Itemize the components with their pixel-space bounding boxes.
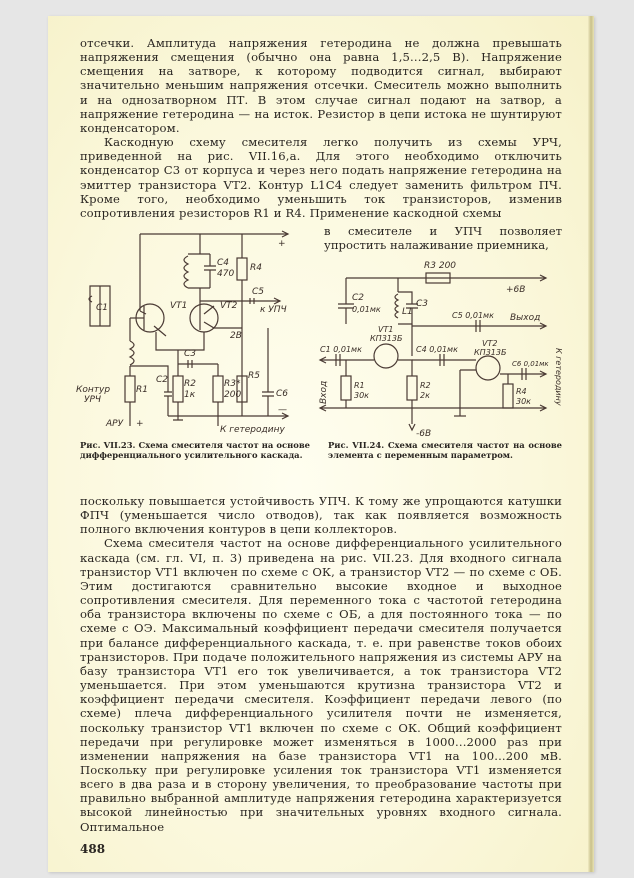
fig23-c1: C1	[96, 303, 109, 313]
fig23-aru-plus: +	[136, 419, 144, 429]
fig23-r2: R2	[184, 379, 196, 389]
fig24-r2: R2	[420, 381, 431, 390]
fig24-plus6v: +6В	[506, 285, 526, 295]
fig24-vt1: VT1	[378, 325, 394, 334]
text-block-top	[80, 36, 562, 220]
fig24-r4-value: 30к	[516, 397, 532, 406]
paragraph: поскольку повышается устойчивость УПЧ. К тому же упрощаются катушки ФПЧ (уменьшается число отводов), так как появляется возможность полного включения контуров в цепи коллекторов.	[80, 494, 562, 537]
fig24-c6: C6 0,01мк	[512, 360, 549, 368]
fig23-plus: +	[278, 239, 286, 249]
fig24-r3: R3 200	[424, 261, 457, 271]
text-block-bottom	[80, 494, 562, 834]
fig23-urch: УРЧ	[84, 395, 102, 405]
fig24-c2-value: 0,01мк	[352, 305, 381, 314]
fig24-vt2-type: КП313Б	[474, 348, 507, 357]
fig23-c2: C2	[156, 375, 169, 385]
fig23-aru: АРУ	[106, 419, 124, 429]
fig23-c6: C6	[276, 389, 289, 399]
fig23-r2-value: 1к	[184, 390, 196, 400]
fig23-vt2: VT2	[220, 301, 238, 311]
fig24-in: Вход	[319, 380, 329, 404]
page-number: 488	[80, 842, 106, 856]
fig24-c2: C2	[352, 293, 365, 303]
fig24-to-het: К гетеродину	[554, 348, 563, 406]
fig23-r1: R1	[136, 385, 148, 395]
fig24-r1: R1	[354, 381, 365, 390]
fig24-minus6v: -6В	[416, 429, 432, 439]
fig23-kontur: Контур	[76, 385, 111, 395]
page-edge	[588, 16, 594, 872]
fig24-r1-value: 30к	[354, 391, 370, 400]
fig24-r2-value: 2к	[420, 391, 430, 400]
fig24-c3: C3	[416, 299, 429, 309]
fig24-vt2: VT2	[482, 339, 498, 348]
figure-vii-23-schematic	[70, 226, 320, 436]
fig23-r3: R3*	[224, 379, 241, 389]
paragraph: отсечки. Амплитуда напряжения гетеродина не должна превышать напряжения смещения (обычно она равна 1,5...2,5 В). Напряжение смещения на затворе, к которому подводится сигнал, выбирают значительно меньшим напряжения отсечки. Смеситель можно выполнить и на однозатворном ПТ. В этом случае сигнал подают на затвор, а напряжение гетеродина — на исток. Резистор в цепи истока не шунтируют конденсатором.	[80, 36, 562, 135]
fig23-minus: —	[278, 405, 287, 415]
fig23-c4: C4	[217, 258, 230, 268]
paragraph: Каскодную схему смесителя легко получить из схемы УРЧ, приведенной на рис. VII.16,а. Для этого необходимо отключить конденсатор C3 от корпуса и через него подать напряжение гетеродина на эмиттер транзистора VT2. Контур L1C4 следует заменить фильтром ПЧ. Кроме того, необходимо уменьшить ток транзисторов, изменив сопротивления резисторов R1 и R4. Применение каскодной схемы	[80, 135, 562, 220]
fig24-c5: C5 0,01мк	[452, 311, 494, 320]
fig24-out: Выход	[510, 313, 541, 323]
book-page	[48, 16, 594, 872]
fig24-l1: L1	[402, 307, 413, 317]
fig23-2v: 2В	[230, 331, 242, 341]
fig23-c5: C5	[252, 287, 265, 297]
fig24-r4: R4	[516, 387, 527, 396]
fig23-to-upch: к УПЧ	[260, 305, 287, 315]
fig23-c3: C3	[184, 349, 197, 359]
fig23-r3-value: 200	[224, 390, 242, 400]
caption-fig-vii-23: Рис. VII.23. Схема смесителя частот на основе дифференциального усилительного каскада.	[80, 440, 310, 460]
wrap-text: в смесителе и УПЧ позволяет упростить налаживание приемника,	[324, 224, 562, 253]
paragraph: Схема смесителя частот на основе дифференциального усилительного каскада (см. гл. VI, п. 3) приведена на рис. VII.23. Для входного сигнала транзистор VT1 включен по схеме с ОК, а транзистор VT2 — по схеме с ОБ. Этим достигаются сравнительно высокие входное и выходное сопротивления смесителя. Для переменного тока с частотой гетеродина оба транзистора включены по схеме с ОБ, а для постоянного тока — по схеме с ОЭ. Максимальный коэффициент передачи смесителя получается при балансе дифференциального каскада, т. е. при равенстве токов обоих транзисторов. При подаче положительного напряжения из системы АРУ на базу транзистора VT1 его ток увеличивается, а ток транзистора VT2 уменьшается. При этом уменьшаются крутизна транзистора VT2 и коэффициент передачи смесителя. Коэффициент передачи левого (по схеме) плеча дифференциального усилителя почти не изменяется, поскольку транзистор VT1 включен по схеме с ОК. Общий коэффициент передачи при регулировке может изменяться в 1000...2000 раз при изменении напряжения на базе транзистора VT1 на 100...200 мВ. Поскольку при регулировке усиления ток транзистора VT1 изменяется всего в два раза и в сторону увеличения, то преобразование частоты при правильно выбранной амплитуде напряжения гетеродина характеризуется высокой линейностью при значительных уровнях входного сигнала. Оптимальное	[80, 536, 562, 834]
fig23-c4-value: 470	[217, 269, 235, 279]
fig23-vt1: VT1	[170, 301, 188, 311]
fig23-r4: R4	[250, 263, 262, 273]
fig24-c4: C4 0,01мк	[416, 345, 458, 354]
fig24-vt1-type: КП313Б	[370, 334, 403, 343]
fig23-r5: R5	[248, 371, 260, 381]
fig23-to-het: К гетеродину	[220, 425, 285, 435]
fig24-c1: C1 0,01мк	[320, 345, 362, 354]
caption-fig-vii-24: Рис. VII.24. Схема смесителя частот на основе элемента с переменным параметром.	[328, 440, 562, 460]
figure-vii-24-schematic	[316, 256, 566, 441]
